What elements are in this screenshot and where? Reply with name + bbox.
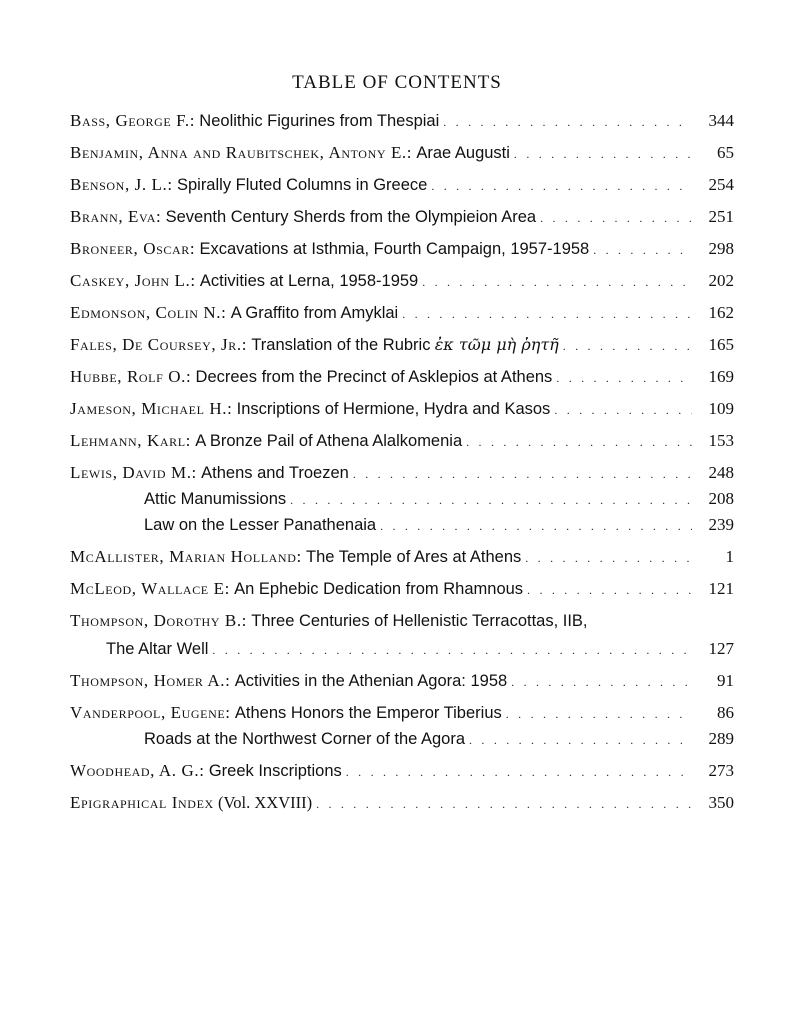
toc-entry bbox=[70, 728, 734, 751]
toc-entry bbox=[70, 546, 734, 569]
article-title: Attic Manumissions bbox=[144, 490, 287, 508]
page-number: 273 bbox=[708, 761, 734, 780]
toc-entry bbox=[70, 334, 734, 357]
dot-leader bbox=[514, 143, 692, 165]
author-name: Brann, Eva: bbox=[70, 207, 162, 226]
article-title: A Bronze Pail of Athena Alalkomenia bbox=[195, 432, 463, 450]
article-title: Excavations at Isthmia, Fourth Campaign, 1957-1958 bbox=[199, 240, 590, 258]
author-name: Thompson, Dorothy B.: bbox=[70, 611, 248, 630]
author-name: Epigraphical Index bbox=[70, 793, 214, 812]
page-number: 248 bbox=[708, 463, 734, 482]
toc-entry bbox=[70, 488, 734, 511]
author-name: McAllister, Marian Holland: bbox=[70, 547, 302, 566]
page-number: 298 bbox=[708, 239, 734, 258]
page-number: 162 bbox=[708, 303, 734, 322]
article-title: Arae Augusti bbox=[416, 144, 510, 162]
page-number: 153 bbox=[708, 431, 734, 450]
dot-leader bbox=[402, 303, 692, 325]
page-number: 169 bbox=[708, 367, 734, 386]
dot-leader bbox=[563, 335, 692, 357]
dot-leader bbox=[593, 239, 692, 261]
dot-leader bbox=[506, 703, 692, 725]
toc-entry bbox=[70, 238, 734, 261]
page-number: 202 bbox=[708, 271, 734, 290]
author-name: Benson, J. L.: bbox=[70, 175, 173, 194]
page-number: 208 bbox=[708, 489, 734, 508]
toc-entry bbox=[70, 366, 734, 389]
toc-entry bbox=[70, 760, 734, 783]
dot-leader bbox=[540, 207, 692, 229]
page-number: 254 bbox=[708, 175, 734, 194]
dot-leader bbox=[346, 761, 692, 783]
page-number: 344 bbox=[708, 111, 734, 130]
page-number: 289 bbox=[708, 729, 734, 748]
article-title: Translation of the Rubric bbox=[251, 336, 431, 354]
page-number: 109 bbox=[708, 399, 734, 418]
toc-entry bbox=[70, 702, 734, 725]
page-number: 239 bbox=[708, 515, 734, 534]
toc-entry bbox=[70, 398, 734, 421]
page-number: 91 bbox=[717, 671, 734, 690]
dot-leader bbox=[466, 431, 692, 453]
article-title: Athens Honors the Emperor Tiberius bbox=[234, 704, 502, 722]
toc-entry bbox=[70, 462, 734, 485]
article-title: Athens and Troezen bbox=[201, 464, 349, 482]
dot-leader bbox=[511, 671, 692, 693]
page-number: 165 bbox=[708, 335, 734, 354]
article-title: Three Centuries of Hellenistic Terracottas, IIB, bbox=[251, 612, 588, 630]
dot-leader bbox=[431, 175, 692, 197]
author-name: Lewis, David M.: bbox=[70, 463, 197, 482]
toc-entry bbox=[70, 110, 734, 133]
page-number: 1 bbox=[725, 547, 734, 566]
page-number: 121 bbox=[708, 579, 734, 598]
toc-entry bbox=[70, 578, 734, 601]
dot-leader bbox=[353, 463, 692, 485]
dot-leader bbox=[443, 111, 692, 133]
page-number: 251 bbox=[708, 207, 734, 226]
author-name: Broneer, Oscar: bbox=[70, 239, 196, 258]
article-title: Seventh Century Sherds from the Olympieion Area bbox=[165, 208, 537, 226]
article-title: Activities in the Athenian Agora: 1958 bbox=[234, 672, 508, 690]
page-number: 127 bbox=[708, 639, 734, 658]
author-name: Vanderpool, Eugene: bbox=[70, 703, 231, 722]
toc-entry bbox=[70, 270, 734, 293]
dot-leader bbox=[212, 639, 692, 661]
dot-leader bbox=[469, 729, 692, 751]
dot-leader bbox=[525, 547, 692, 569]
author-name: Woodhead, A. G.: bbox=[70, 761, 205, 780]
author-name: Thompson, Homer A.: bbox=[70, 671, 231, 690]
article-title: The Temple of Ares at Athens bbox=[306, 548, 522, 566]
page-number: 86 bbox=[717, 703, 734, 722]
toc-entry bbox=[70, 142, 734, 165]
author-name: Benjamin, Anna and Raubitschek, Antony E.: bbox=[70, 143, 413, 162]
article-title: Inscriptions of Hermione, Hydra and Kasos bbox=[236, 400, 551, 418]
author-name: Jameson, Michael H.: bbox=[70, 399, 233, 418]
dot-leader bbox=[422, 271, 692, 293]
toc-entry bbox=[70, 670, 734, 693]
page-title: TABLE OF CONTENTS bbox=[292, 72, 502, 93]
article-title: (Vol. XXVIII) bbox=[218, 793, 313, 812]
dot-leader bbox=[556, 367, 692, 389]
dot-leader bbox=[290, 489, 692, 511]
dot-leader bbox=[380, 515, 692, 537]
article-title: Neolithic Figurines from Thespiai bbox=[199, 112, 440, 130]
article-title: Law on the Lesser Panathenaia bbox=[144, 516, 377, 534]
toc-entry bbox=[70, 302, 734, 325]
toc-entry bbox=[70, 792, 734, 815]
article-title-continued: The Altar Well bbox=[106, 640, 209, 658]
greek-phrase: ἐκ τῶμ μὴ ῥητῆ bbox=[434, 335, 559, 354]
article-title: A Graffito from Amyklai bbox=[230, 304, 399, 322]
toc-entry bbox=[70, 610, 734, 661]
dot-leader bbox=[527, 579, 692, 601]
toc-entry bbox=[70, 430, 734, 453]
author-name: Lehmann, Karl: bbox=[70, 431, 191, 450]
dot-leader bbox=[554, 399, 692, 421]
author-name: Hubbe, Rolf O.: bbox=[70, 367, 192, 386]
page-number: 350 bbox=[708, 793, 734, 812]
author-name: Fales, De Coursey, Jr.: bbox=[70, 335, 248, 354]
article-title: Roads at the Northwest Corner of the Agora bbox=[144, 730, 466, 748]
author-name: Caskey, John L.: bbox=[70, 271, 196, 290]
article-title: Decrees from the Precinct of Asklepios at Athens bbox=[195, 368, 553, 386]
table-of-contents bbox=[70, 110, 734, 812]
article-title: Spirally Fluted Columns in Greece bbox=[176, 176, 428, 194]
toc-entry bbox=[70, 174, 734, 197]
toc-entry bbox=[70, 514, 734, 537]
toc-entry bbox=[70, 206, 734, 229]
article-title: An Ephebic Dedication from Rhamnous bbox=[234, 580, 524, 598]
article-title: Greek Inscriptions bbox=[208, 762, 342, 780]
author-name: Edmonson, Colin N.: bbox=[70, 303, 227, 322]
author-name: McLeod, Wallace E: bbox=[70, 579, 230, 598]
dot-leader bbox=[316, 793, 692, 815]
article-title: Activities at Lerna, 1958-1959 bbox=[199, 272, 419, 290]
author-name: Bass, George F.: bbox=[70, 111, 196, 130]
page-number: 65 bbox=[717, 143, 734, 162]
